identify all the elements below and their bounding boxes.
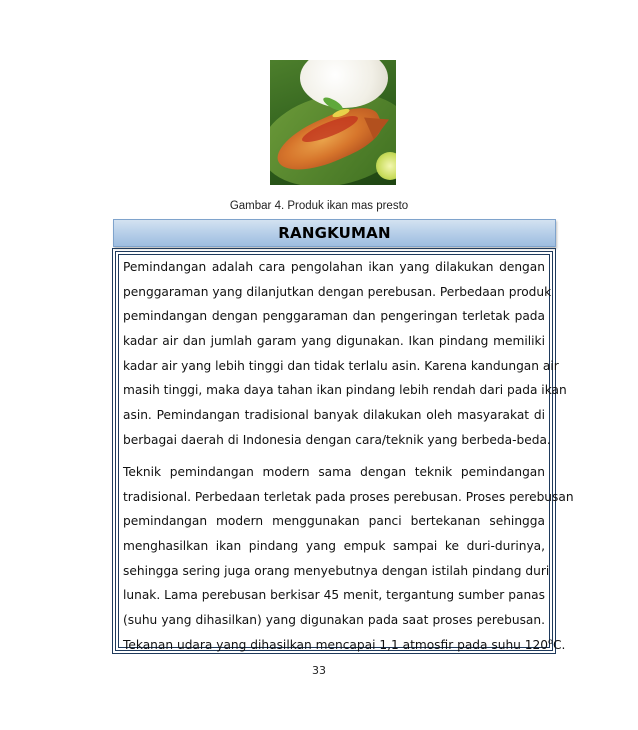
paragraph-line: kadar air yang lebih tinggi dan tidak terlalu asin. Karena kandungan air	[123, 358, 559, 373]
section-banner	[113, 219, 556, 247]
paragraph-line: penggaraman yang dilanjutkan dengan perebusan. Perbedaan produk	[123, 284, 552, 299]
paragraph-line: Teknik pemindangan modern sama dengan teknik pemindangan	[123, 465, 545, 479]
paragraph-line: pemindangan modern menggunakan panci bertekanan sehingga	[123, 514, 545, 529]
paragraph-line: menghasilkan ikan pindang yang empuk sampai ke duri-durinya,	[123, 539, 545, 554]
last-line-text: Tekanan udara yang dihasilkan mencapai 1,1 atmosfir pada suhu 120	[123, 637, 549, 652]
paragraph-line: pemindangan dengan penggaraman dan pengeringan terletak pada	[123, 309, 545, 324]
paragraph-line: lunak. Lama perebusan berkisar 45 menit, tergantung sumber panas	[123, 588, 545, 603]
summary-paragraph-1	[123, 255, 567, 453]
paragraph-line: kadar air dan jumlah garam yang digunakan. Ikan pindang memiliki	[123, 334, 545, 349]
paragraph-line: berbagai daerah di Indonesia dengan cara/teknik yang berbeda-beda.	[123, 432, 551, 447]
paragraph-line: asin. Pemindangan tradisional banyak dilakukan oleh masyarakat di	[123, 408, 545, 423]
paragraph-line: (suhu yang dihasilkan) yang digunakan pada saat proses perebusan.	[123, 613, 545, 628]
lime-slice	[376, 152, 396, 180]
degree-superscript: o	[548, 636, 553, 646]
paragraph-line: masih tinggi, maka daya tahan ikan pindang lebih rendah dari pada ikan	[123, 383, 567, 398]
section-title: RANGKUMAN	[278, 224, 391, 242]
page-number: 33	[312, 664, 326, 677]
paragraph-line-last	[123, 633, 566, 658]
fish-photo	[270, 60, 396, 185]
summary-paragraph-2	[123, 460, 574, 658]
paragraph-line: tradisional. Perbedaan terletak pada proses perebusan. Proses perebusan	[123, 489, 574, 504]
figure-caption: Gambar 4. Produk ikan mas presto	[229, 200, 409, 212]
paragraph-line: Pemindangan adalah cara pengolahan ikan yang dilakukan dengan	[123, 260, 545, 274]
last-line-unit: C.	[552, 637, 566, 652]
paragraph-line: sehingga sering juga orang menyebutnya dengan istilah pindang duri	[123, 563, 550, 578]
